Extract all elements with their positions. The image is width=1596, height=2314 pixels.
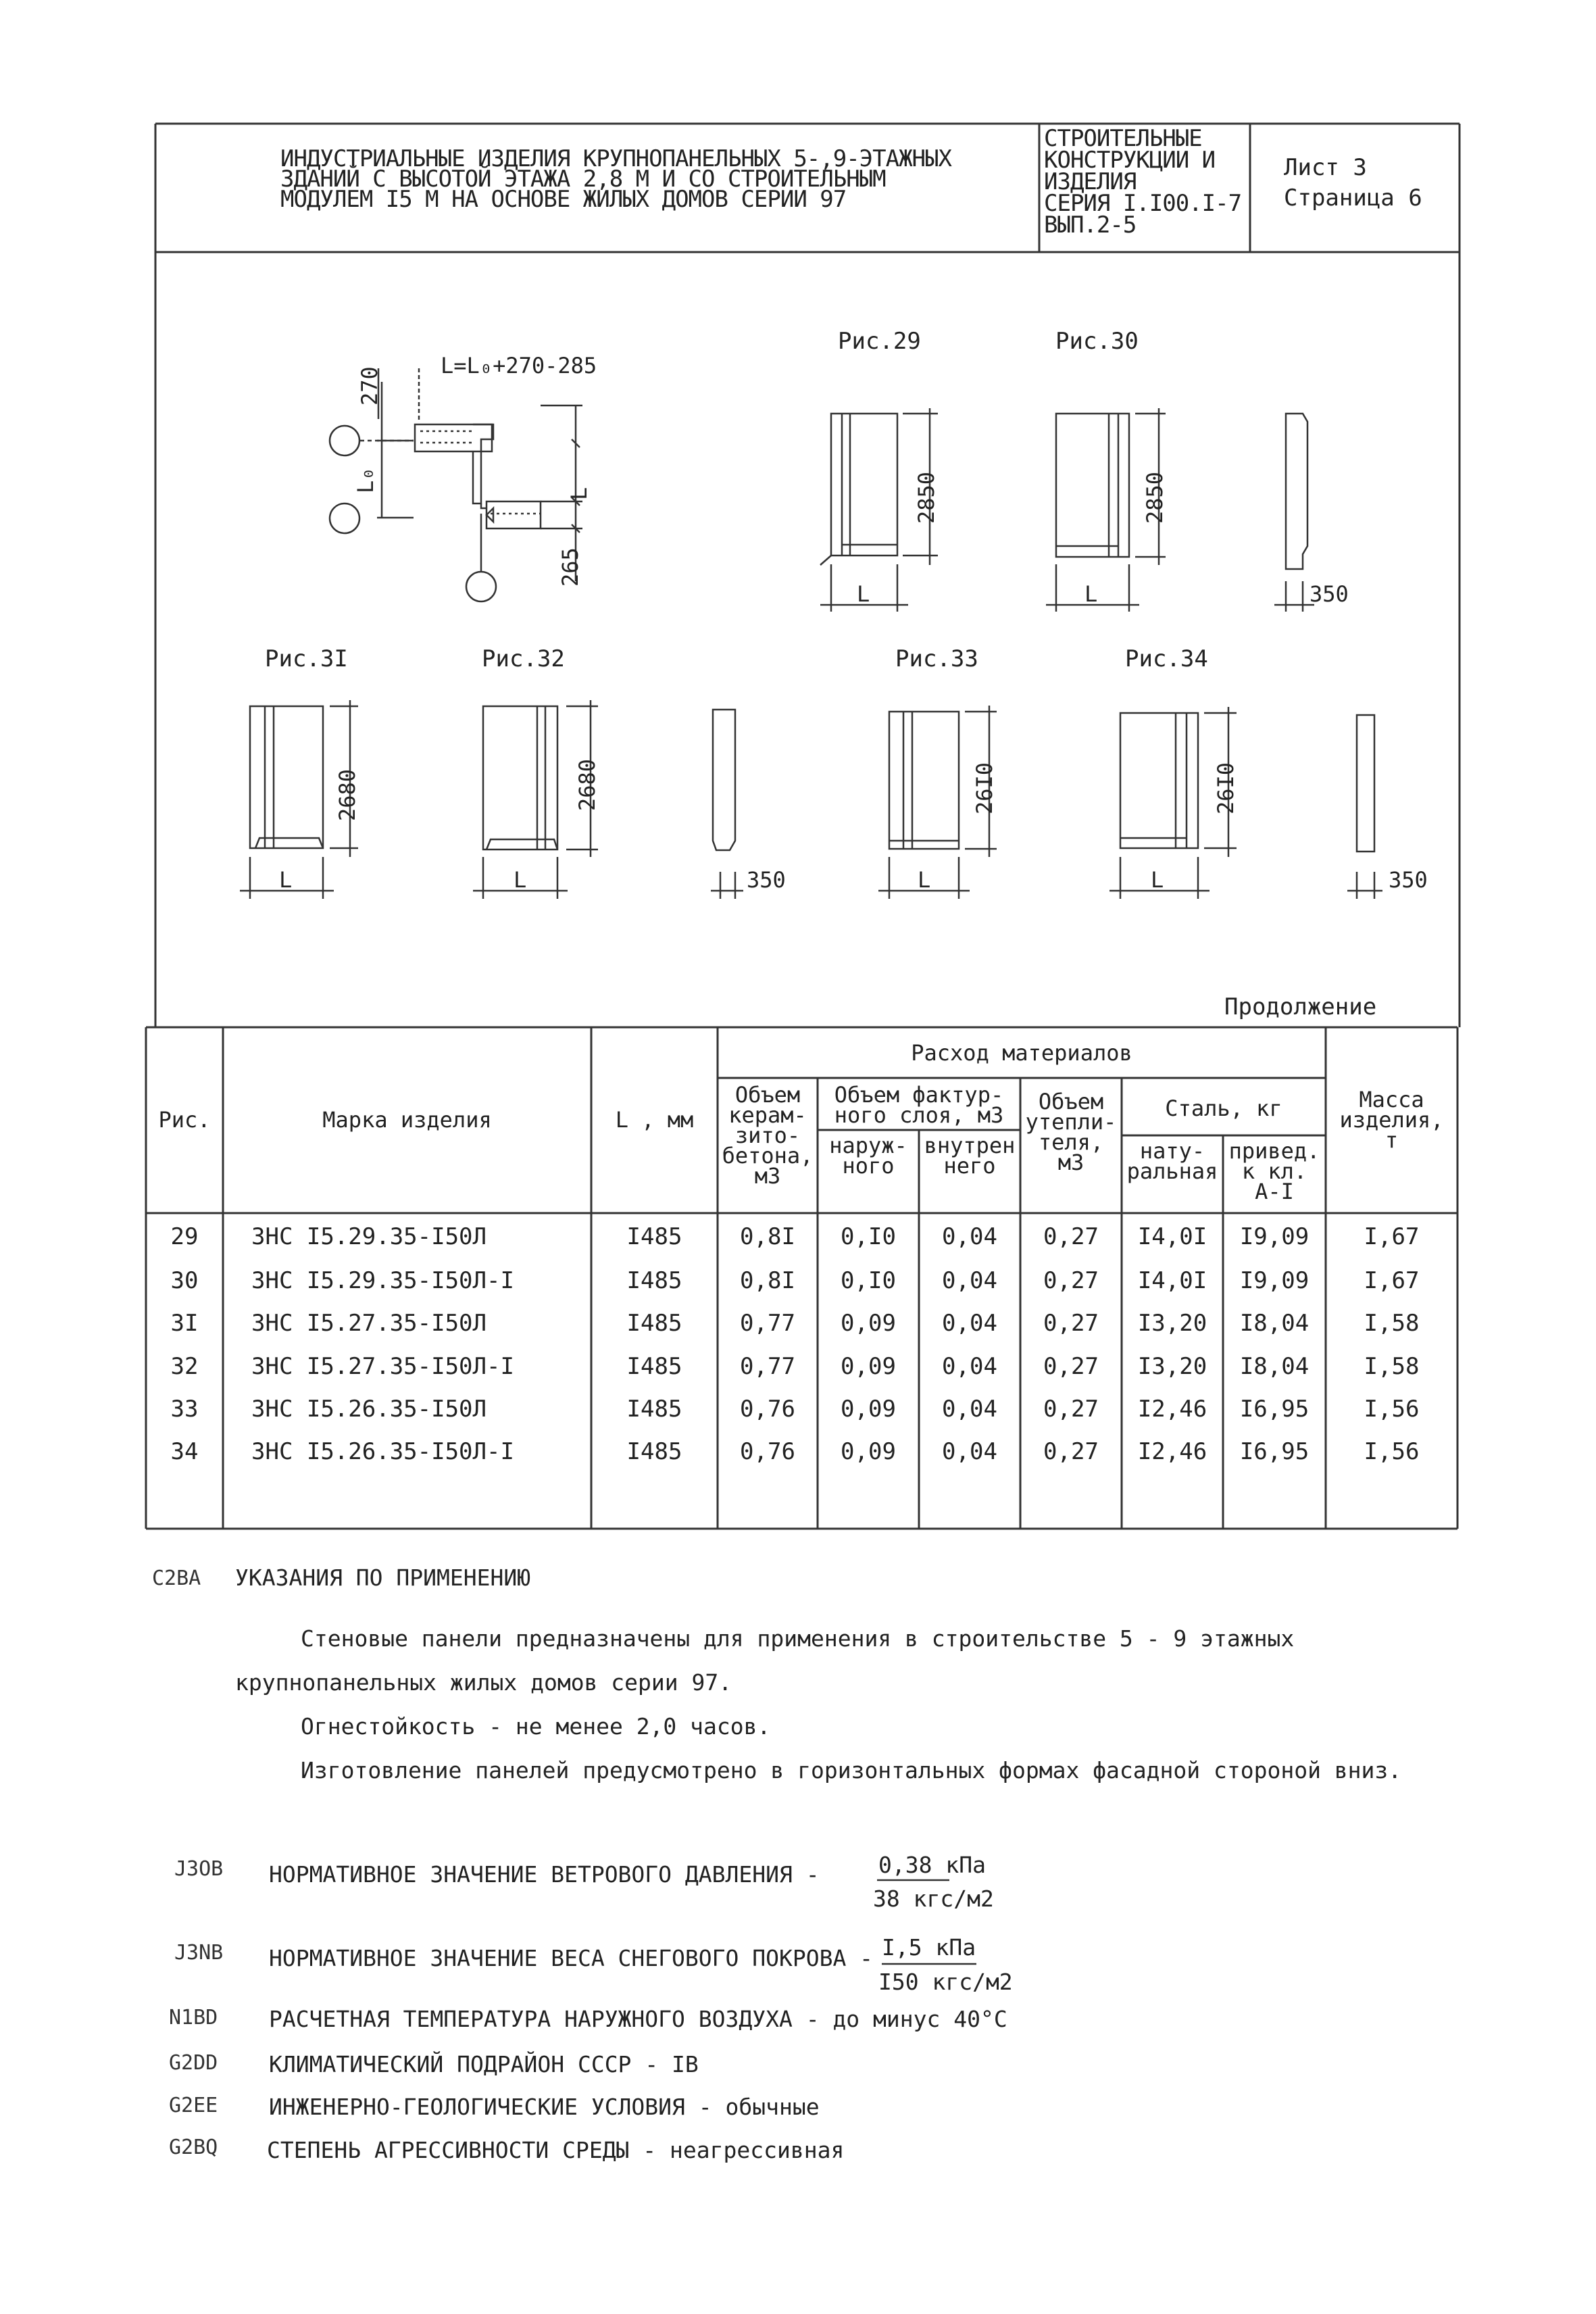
table-cell-facing-inner: 0,04 xyxy=(942,1223,997,1250)
condition-code: N1BD xyxy=(169,2006,218,2029)
header-facing-outer xyxy=(818,1133,919,1179)
figure-34-thickness: 350 xyxy=(1389,867,1428,893)
figure-32-height: 2680 xyxy=(574,758,600,811)
condition-text: РАСЧЕТНАЯ ТЕМПЕРАТУРА НАРУЖНОГО ВОЗДУХА - до минус 40°С xyxy=(269,2006,1007,2032)
header-claydite-line: м3 xyxy=(754,1163,781,1189)
table-cell-mark: 3НС I5.29.35-I50Л-I xyxy=(251,1267,514,1294)
header-facing xyxy=(818,1082,1020,1128)
figure-32-width: L xyxy=(514,867,527,893)
figure-29-label: Рис.29 xyxy=(838,328,921,355)
table-cell-fig: 32 xyxy=(170,1353,199,1380)
table-cell-fig: 3I xyxy=(170,1310,199,1337)
table-cell-insulation: 0,27 xyxy=(1043,1223,1099,1250)
table-cell-facing-outer: 0,09 xyxy=(841,1353,896,1380)
header-mass xyxy=(1326,1087,1457,1153)
condition-text: ИНЖЕНЕРНО-ГЕОЛОГИЧЕСКИЕ УСЛОВИЯ - обычные xyxy=(269,2094,820,2120)
title-line-2: ЗДАНИЙ С ВЫСОТОЙ ЭТАЖА 2,8 М И СО СТРОИТЕЛЬНЫМ xyxy=(280,166,886,193)
table-cell-length: I485 xyxy=(626,1438,682,1465)
table-cell-facing-outer: 0,09 xyxy=(841,1310,896,1337)
figure-34-height: 26I0 xyxy=(1213,762,1239,814)
header-steel-natural-line: ральная xyxy=(1126,1158,1218,1184)
table-cell-mass: I,67 xyxy=(1364,1223,1420,1250)
condition-code: G2EE xyxy=(169,2094,218,2117)
series-line-1: СТРОИТЕЛЬНЫЕ xyxy=(1044,125,1202,152)
table-cell-fig: 33 xyxy=(170,1396,199,1423)
table-cell-steel-reduced: I9,09 xyxy=(1239,1267,1310,1294)
table-cell-steel-natural: I4,0I xyxy=(1137,1223,1207,1250)
header-mark: Марка изделия xyxy=(322,1107,492,1133)
table-cell-mass: I,67 xyxy=(1364,1267,1420,1294)
table-cell-length: I485 xyxy=(626,1310,682,1337)
title-line-3: МОДУЛЕМ I5 М НА ОСНОВЕ ЖИЛЫХ ДОМОВ СЕРИИ 97 xyxy=(280,186,847,213)
table-cell-mass: I,56 xyxy=(1364,1396,1420,1423)
table-cell-mark: 3НС I5.27.35-I50Л-I xyxy=(251,1353,514,1380)
condition-text: НОРМАТИВНОЕ ЗНАЧЕНИЕ ВЕСА СНЕГОВОГО ПОКРОВА - xyxy=(269,1945,874,1971)
header-facing-outer-line: наруж- xyxy=(829,1133,907,1158)
table-cell-claydite: 0,77 xyxy=(740,1353,795,1380)
condition-code: J3NB xyxy=(174,1941,224,1965)
table-cell-steel-reduced: I6,95 xyxy=(1239,1438,1310,1465)
header-insulation-line: теля, xyxy=(1038,1129,1104,1155)
table-cell-insulation: 0,27 xyxy=(1043,1267,1099,1294)
table-cell-claydite: 0,8I xyxy=(740,1267,795,1294)
series-line-2: КОНСТРУКЦИИ И xyxy=(1044,147,1216,174)
figure-31-height: 2680 xyxy=(334,768,360,821)
table-cell-length: I485 xyxy=(626,1223,682,1250)
table-continuation: Продолжение xyxy=(1224,993,1377,1020)
table-cell-facing-inner: 0,04 xyxy=(942,1396,997,1423)
table-cell-steel-reduced: I6,95 xyxy=(1239,1396,1310,1423)
condition-value: 0,38 кПа xyxy=(878,1852,986,1878)
header-claydite-line: зито- xyxy=(734,1123,801,1148)
header-steel-reduced-line: к кл. xyxy=(1241,1158,1307,1184)
figure-33-label: Рис.33 xyxy=(895,645,978,672)
figure-30-thickness: 350 xyxy=(1310,581,1349,607)
figure-30-height: 2850 xyxy=(1142,471,1168,524)
header-steel-natural xyxy=(1122,1138,1223,1184)
figure-31-label: Рис.3I xyxy=(265,645,348,672)
header-materials: Расход материалов xyxy=(911,1040,1132,1066)
header-facing-inner-line: внутрен xyxy=(924,1133,1016,1158)
table-cell-claydite: 0,76 xyxy=(740,1438,795,1465)
title-line-1: ИНДУСТРИАЛЬНЫЕ ИЗДЕЛИЯ КРУПНОПАНЕЛЬНЫХ 5-,9-ЭТАЖНЫХ xyxy=(280,145,951,172)
figure-31-width: L xyxy=(279,867,293,893)
figure-29-width: L xyxy=(857,581,870,607)
header-claydite-line: Объем xyxy=(734,1082,801,1108)
sheet-number: Лист 3 xyxy=(1284,154,1367,181)
header-facing-inner xyxy=(919,1133,1020,1179)
figure-34-width: L xyxy=(1151,867,1164,893)
table-cell-insulation: 0,27 xyxy=(1043,1396,1099,1423)
table-cell-mark: 3НС I5.26.35-I50Л xyxy=(251,1396,487,1423)
table-cell-mark: 3НС I5.27.35-I50Л xyxy=(251,1310,487,1337)
table-cell-facing-outer: 0,09 xyxy=(841,1438,896,1465)
figure-32-thickness: 350 xyxy=(747,867,786,893)
condition-alt-value: I50 кгс/м2 xyxy=(878,1969,1013,1995)
header-insulation-line: м3 xyxy=(1057,1150,1084,1175)
header-steel-natural-line: нату- xyxy=(1139,1138,1205,1164)
table-cell-steel-reduced: I9,09 xyxy=(1239,1223,1310,1250)
table-cell-length: I485 xyxy=(626,1353,682,1380)
condition-text: КЛИМАТИЧЕСКИЙ ПОДРАЙОН СССР - IВ xyxy=(269,2051,699,2077)
header-facing-outer-line: ного xyxy=(842,1153,895,1179)
figure-30-label: Рис.30 xyxy=(1055,328,1139,355)
figure-33-width: L xyxy=(918,867,931,893)
figure-30-width: L xyxy=(1084,581,1098,607)
header-fig: Рис. xyxy=(158,1107,211,1133)
instructions-para2: Огнестойкость - не менее 2,0 часов. xyxy=(301,1713,771,1740)
table-cell-facing-outer: 0,I0 xyxy=(841,1267,896,1294)
figure-29-height: 2850 xyxy=(914,471,939,524)
condition-text: НОРМАТИВНОЕ ЗНАЧЕНИЕ ВЕТРОВОГО ДАВЛЕНИЯ - xyxy=(269,1861,820,1888)
table-cell-fig: 34 xyxy=(170,1438,199,1465)
instructions-code: C2BA xyxy=(152,1567,201,1590)
figure-32-label: Рис.32 xyxy=(482,645,565,672)
header-insulation xyxy=(1020,1091,1122,1173)
table-cell-steel-natural: I3,20 xyxy=(1137,1353,1207,1380)
table-cell-mark: 3НС I5.29.35-I50Л xyxy=(251,1223,487,1250)
table-cell-insulation: 0,27 xyxy=(1043,1310,1099,1337)
condition-code: J3OB xyxy=(174,1857,224,1881)
header-steel: Сталь, кг xyxy=(1165,1096,1282,1121)
table-cell-steel-reduced: I8,04 xyxy=(1239,1310,1310,1337)
instructions-para3: Изготовление панелей предусмотрено в горизонтальных формах фасадной стороной вниз. xyxy=(301,1757,1402,1783)
table-cell-facing-inner: 0,04 xyxy=(942,1438,997,1465)
header-claydite xyxy=(718,1082,818,1189)
instructions-title: УКАЗАНИЯ ПО ПРИМЕНЕНИЮ xyxy=(235,1565,531,1591)
series-line-4: СЕРИЯ I.I00.I-7 xyxy=(1044,190,1242,217)
dim-270: 270 xyxy=(357,366,382,405)
label-l0: L₀ xyxy=(353,467,378,493)
table-cell-steel-natural: I4,0I xyxy=(1137,1267,1207,1294)
table-cell-length: I485 xyxy=(626,1267,682,1294)
instructions-para1-line2: крупнопанельных жилых домов серии 97. xyxy=(235,1669,732,1696)
condition-code: G2BQ xyxy=(169,2136,218,2159)
series-line-5: ВЫП.2-5 xyxy=(1044,212,1137,239)
header-mass-line: изделия, xyxy=(1339,1107,1444,1133)
table-cell-mass: I,58 xyxy=(1364,1310,1420,1337)
condition-code: G2DD xyxy=(169,2051,218,2075)
table-cell-facing-inner: 0,04 xyxy=(942,1267,997,1294)
length-formula: L=L₀+270-285 xyxy=(441,353,597,378)
series-line-3: ИЗДЕЛИЯ xyxy=(1044,168,1137,195)
condition-text: СТЕПЕНЬ АГРЕССИВНОСТИ СРЕДЫ - неагрессивная xyxy=(267,2137,845,2163)
header-insulation-line: утепли- xyxy=(1025,1109,1117,1135)
table-cell-fig: 30 xyxy=(170,1267,199,1294)
condition-alt-value: 38 кгс/м2 xyxy=(873,1886,994,1912)
page-number: Страница 6 xyxy=(1284,184,1422,212)
instructions-para1-line1: Стеновые панели предназначены для применения в строительстве 5 - 9 этажных xyxy=(301,1625,1295,1652)
table-cell-claydite: 0,76 xyxy=(740,1396,795,1423)
header-mass-line: т xyxy=(1385,1127,1399,1153)
table-cell-facing-outer: 0,09 xyxy=(841,1396,896,1423)
table-cell-insulation: 0,27 xyxy=(1043,1438,1099,1465)
header-facing-line: ного слоя, м3 xyxy=(834,1102,1004,1128)
table-cell-steel-natural: I3,20 xyxy=(1137,1310,1207,1337)
table-cell-steel-natural: I2,46 xyxy=(1137,1438,1207,1465)
table-cell-facing-outer: 0,I0 xyxy=(841,1223,896,1250)
condition-value: I,5 кПа xyxy=(882,1934,976,1961)
table-cell-facing-inner: 0,04 xyxy=(942,1353,997,1380)
header-steel-reduced-line: привед. xyxy=(1228,1138,1320,1164)
table-cell-insulation: 0,27 xyxy=(1043,1353,1099,1380)
header-claydite-line: бетона, xyxy=(722,1143,814,1168)
header-steel-reduced xyxy=(1223,1138,1326,1204)
table-cell-steel-natural: I2,46 xyxy=(1137,1396,1207,1423)
label-l-section: L xyxy=(566,487,592,500)
table-cell-mass: I,58 xyxy=(1364,1353,1420,1380)
table-cell-facing-inner: 0,04 xyxy=(942,1310,997,1337)
figure-33-height: 26I0 xyxy=(972,762,997,814)
table-cell-mass: I,56 xyxy=(1364,1438,1420,1465)
table-cell-fig: 29 xyxy=(170,1223,199,1250)
table-cell-claydite: 0,77 xyxy=(740,1310,795,1337)
header-facing-inner-line: него xyxy=(943,1153,996,1179)
header-length: L , мм xyxy=(615,1107,694,1133)
header-claydite-line: керам- xyxy=(728,1102,807,1128)
table-cell-claydite: 0,8I xyxy=(740,1223,795,1250)
header-mass-line: Масса xyxy=(1359,1087,1424,1112)
figure-34-label: Рис.34 xyxy=(1125,645,1208,672)
header-insulation-line: Объем xyxy=(1038,1089,1104,1114)
table-cell-steel-reduced: I8,04 xyxy=(1239,1353,1310,1380)
header-steel-reduced-line: А-I xyxy=(1255,1179,1294,1204)
table-cell-length: I485 xyxy=(626,1396,682,1423)
header-facing-line: Объем фактур- xyxy=(834,1082,1004,1108)
table-cell-mark: 3НС I5.26.35-I50Л-I xyxy=(251,1438,514,1465)
dim-265: 265 xyxy=(557,547,583,587)
